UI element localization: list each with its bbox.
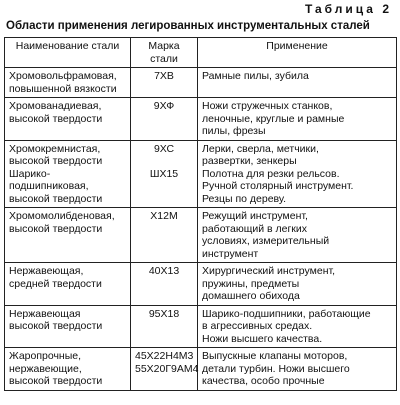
cell-line: Ручной столярный инструмент. — [202, 180, 354, 192]
cell-line: Жаропрочные, — [9, 350, 82, 362]
cell-line: Нержавеющая — [9, 307, 81, 320]
cell-line: нержавеющие, — [9, 362, 82, 375]
cell-line: Хромомолибденовая, — [9, 210, 115, 222]
cell-line: 9ХФ — [153, 100, 175, 112]
table-cell-use — [198, 263, 397, 306]
table-row — [5, 68, 397, 98]
cell-line: Шарико-подшипниковая, — [9, 167, 89, 192]
header-name: Наименование стали — [5, 38, 131, 68]
table-cell-use — [198, 348, 397, 391]
table-cell-grade — [131, 263, 198, 306]
header-grade: Марка стали — [131, 38, 198, 68]
table-cell-name — [5, 263, 131, 306]
cell-line: 45Х22Н4М3 — [135, 350, 194, 362]
table-cell-grade — [131, 68, 198, 98]
cell-line: высокой твердости — [9, 320, 103, 332]
table-header-row — [5, 38, 397, 68]
table-row — [5, 305, 397, 348]
cell-line: Хирургический инструмент, — [202, 265, 336, 277]
table-title: Области применения легированных инструментальных сталей — [6, 20, 370, 32]
cell-line: 55Х20Г9АМ4 — [135, 362, 199, 375]
cell-line: Хромовольфрамовая, — [9, 70, 117, 82]
cell-line: Режущий инструмент, — [202, 210, 308, 222]
cell-line: 9ХС — [153, 142, 175, 155]
header-use: Применение — [198, 38, 397, 68]
cell-line: ШХ15 — [149, 167, 179, 180]
cell-line: высокой твердости — [9, 155, 103, 167]
cell-line: высокой твердости — [9, 192, 103, 205]
cell-line: высокой твердости — [9, 375, 103, 387]
table-cell-grade — [131, 98, 198, 141]
table-row — [5, 348, 397, 391]
cell-line: 95Х18 — [148, 307, 180, 320]
table-row — [5, 263, 397, 306]
cell-line — [135, 155, 193, 168]
cell-line: Нержавеющая, — [9, 265, 84, 277]
table-cell-grade — [131, 305, 198, 348]
table-cell-use — [198, 305, 397, 348]
cell-line: средней твердости — [9, 277, 102, 290]
table-cell-name — [5, 348, 131, 391]
cell-line: Лерки, сверла, метчики, — [202, 142, 319, 155]
cell-line: 7ХВ — [154, 70, 174, 82]
steel-applications-table — [4, 37, 397, 391]
cell-line: повышенной вязкости — [9, 82, 117, 95]
cell-line: Хромокремнистая, — [9, 142, 101, 155]
cell-line: леночные, круглые и рамные — [202, 112, 345, 125]
table-cell-name — [5, 208, 131, 263]
table-row — [5, 140, 397, 208]
cell-line: высокой твердости — [9, 112, 103, 125]
table-row — [5, 98, 397, 141]
table-cell-grade — [131, 208, 198, 263]
table-cell-use — [198, 98, 397, 141]
cell-line: условиях, измерительный — [202, 235, 330, 247]
cell-line: пилы, фрезы — [202, 125, 266, 137]
table-cell-grade — [131, 140, 198, 208]
cell-line: качества, особо прочные — [202, 375, 325, 387]
cell-line: Шарико-подшипники, работающие — [202, 307, 371, 320]
table-row — [5, 208, 397, 263]
cell-line: Хромованадиевая, — [9, 100, 102, 112]
cell-line: Рамные пилы, зубила — [202, 70, 309, 82]
cell-line: детали турбин. Ножи высшего — [202, 362, 350, 375]
table-body — [5, 68, 397, 391]
cell-line: 40Х13 — [148, 265, 180, 277]
table-cell-use — [198, 68, 397, 98]
table-cell-name — [5, 140, 131, 208]
cell-line: развертки, зенкеры — [202, 155, 297, 167]
table-cell-use — [198, 208, 397, 263]
cell-line: пружины, предметы — [202, 277, 300, 290]
cell-line: в агрессивных средах. — [202, 320, 313, 332]
table-number-label: Таблица 2 — [304, 2, 392, 16]
cell-line: высокой твердости — [9, 222, 103, 235]
cell-line: Х12М — [150, 210, 178, 222]
cell-line: домашнего обихода — [202, 290, 300, 302]
cell-line: Полотна для резки рельсов. — [202, 167, 340, 180]
cell-line: Резцы по дереву. — [202, 192, 286, 205]
table-cell-grade — [131, 348, 198, 391]
table-cell-name — [5, 305, 131, 348]
cell-line: работающий в легких — [202, 222, 307, 235]
table-cell-use — [198, 140, 397, 208]
table-cell-name — [5, 98, 131, 141]
cell-line: Ножи стружечных станков, — [202, 100, 333, 112]
cell-line: Ножи высшего качества. — [202, 332, 323, 345]
cell-line: Выпускные клапаны моторов, — [202, 350, 348, 362]
cell-line: инструмент — [202, 247, 259, 260]
table-cell-name — [5, 68, 131, 98]
